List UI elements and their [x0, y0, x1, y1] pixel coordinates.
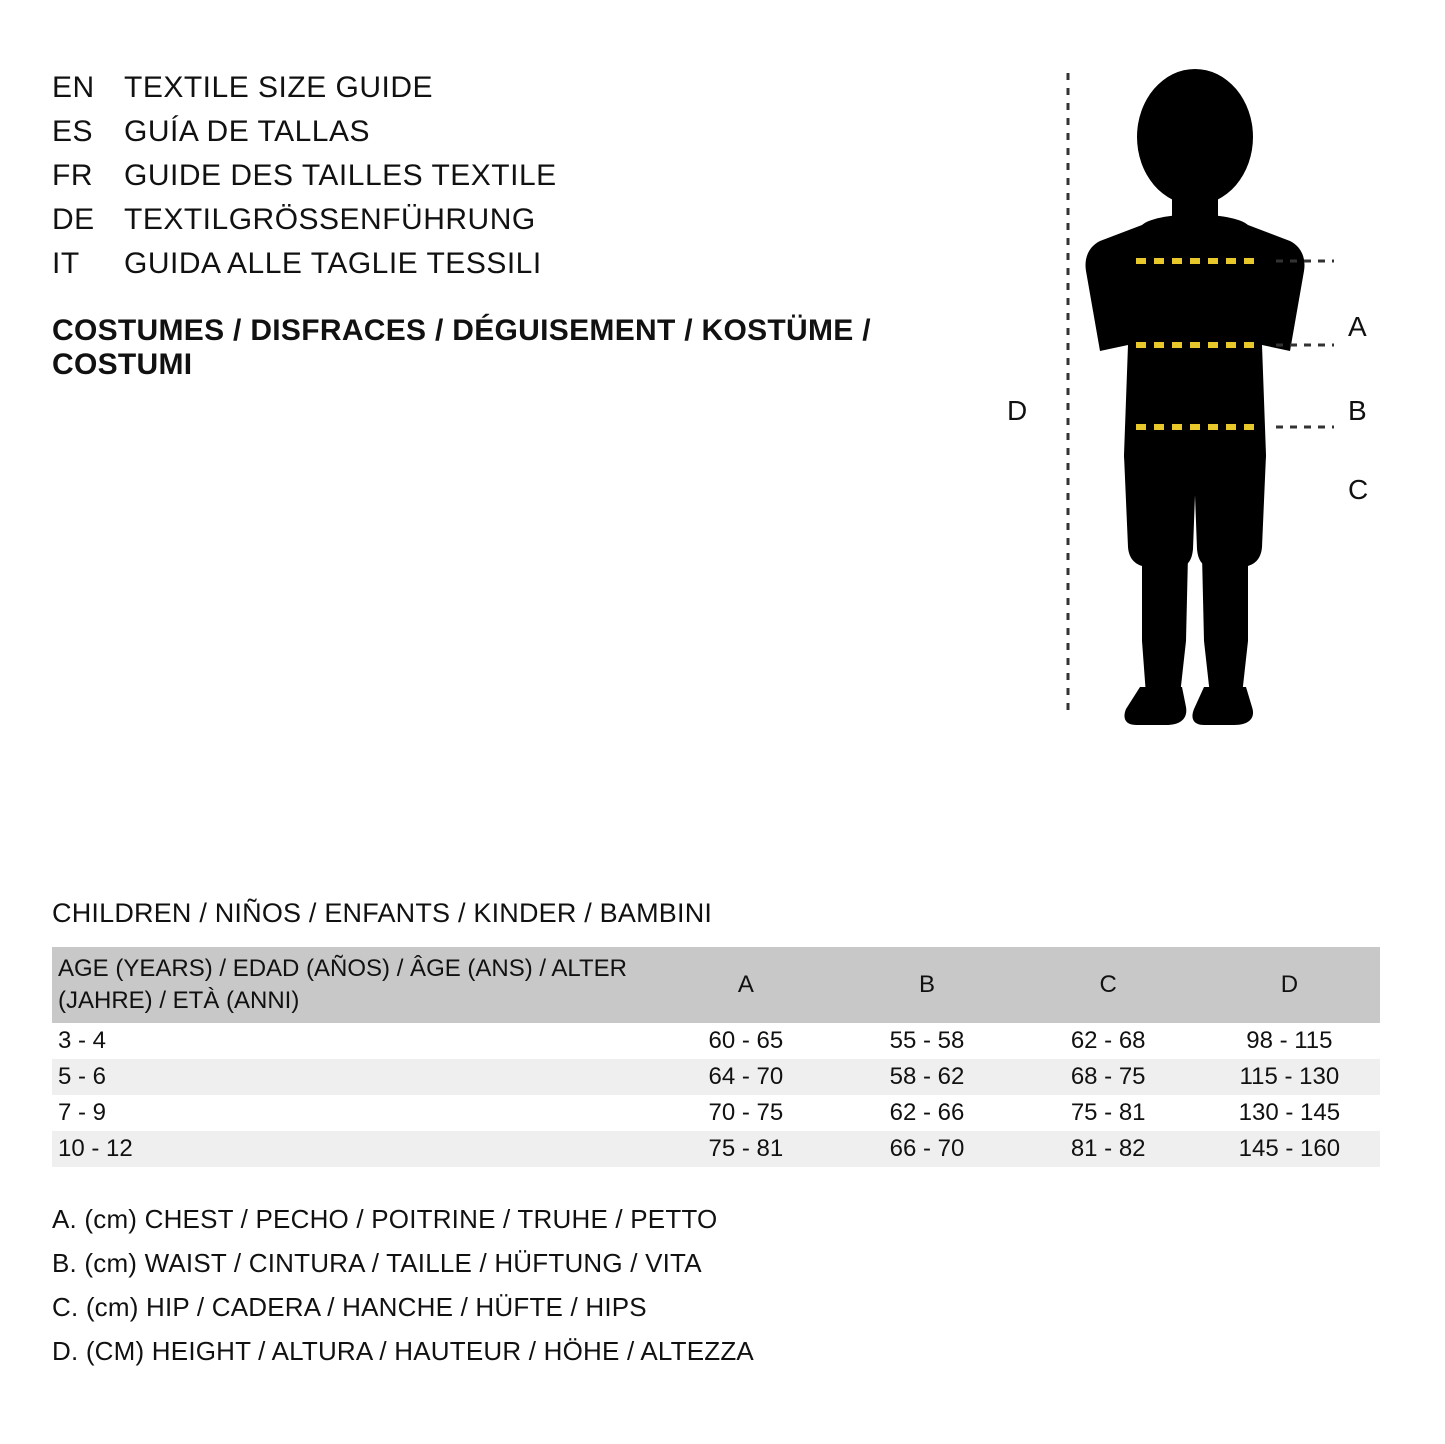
costumes-subtitle: COSTUMES / DISFRACES / DÉGUISEMENT / KOSTÜME / COSTUMI: [52, 314, 871, 381]
cell-c: 68 - 75: [1070, 1063, 1146, 1090]
table-row: [52, 1059, 1380, 1095]
column-header-b: B: [919, 971, 936, 998]
legend-item-b: B. (cm) WAIST / CINTURA / TAILLE / HÜFTUNG / VITA: [52, 1248, 702, 1278]
cell-age: 5 - 6: [58, 1063, 107, 1090]
table-row: [52, 1023, 1380, 1059]
language-row-de: [52, 198, 1012, 242]
language-text-fr: GUIDE DES TAILLES TEXTILE: [124, 159, 557, 192]
language-code-it: IT: [52, 247, 80, 280]
measurement-figure: [990, 55, 1410, 745]
cell-b: 66 - 70: [889, 1135, 965, 1162]
table-header: [52, 947, 1380, 1023]
figure-label-b: B: [1348, 395, 1367, 426]
language-row-it: [52, 242, 1012, 286]
language-text-es: GUÍA DE TALLAS: [124, 115, 370, 148]
language-text-it: GUIDA ALLE TAGLIE TESSILI: [124, 247, 542, 280]
legend-item-d: D. (CM) HEIGHT / ALTURA / HAUTEUR / HÖHE / ALTEZZA: [52, 1336, 754, 1366]
cell-a: 60 - 65: [708, 1027, 784, 1054]
language-row-fr: [52, 154, 1012, 198]
cell-d: 145 - 160: [1238, 1135, 1341, 1162]
legend-item-a: A. (cm) CHEST / PECHO / POITRINE / TRUHE / PETTO: [52, 1204, 718, 1234]
cell-a: 75 - 81: [708, 1135, 784, 1162]
size-table: [52, 947, 1380, 1167]
cell-age: 10 - 12: [58, 1135, 133, 1162]
cell-c: 81 - 82: [1070, 1135, 1146, 1162]
column-header-age: AGE (YEARS) / EDAD (AÑOS) / ÂGE (ANS) / ALTER (JAHRE) / ETÀ (ANNI): [58, 955, 627, 1014]
figure-label-a: A: [1348, 311, 1367, 342]
cell-c: 75 - 81: [1070, 1099, 1146, 1126]
column-header-c: C: [1099, 971, 1117, 998]
language-row-es: [52, 110, 1012, 154]
cell-d: 98 - 115: [1246, 1027, 1333, 1054]
measurement-legend: [52, 1197, 1152, 1373]
figure-label-c: C: [1348, 474, 1369, 505]
cell-d: 130 - 145: [1238, 1099, 1341, 1126]
size-table-section: [52, 898, 1380, 1167]
column-header-a: A: [737, 971, 754, 998]
legend-item-c: C. (cm) HIP / CADERA / HANCHE / HÜFTE / HIPS: [52, 1292, 647, 1322]
language-row-en: [52, 66, 1012, 110]
cell-b: 62 - 66: [889, 1099, 965, 1126]
language-code-de: DE: [52, 203, 95, 236]
cell-a: 64 - 70: [708, 1063, 784, 1090]
table-row: [52, 1131, 1380, 1167]
cell-d: 115 - 130: [1239, 1063, 1340, 1090]
table-caption: CHILDREN / NIÑOS / ENFANTS / KINDER / BAMBINI: [52, 898, 713, 928]
cell-b: 55 - 58: [889, 1027, 965, 1054]
language-text-de: TEXTILGRÖSSENFÜHRUNG: [124, 203, 536, 236]
cell-a: 70 - 75: [708, 1099, 784, 1126]
table-row: [52, 1095, 1380, 1131]
language-header: [52, 66, 1012, 382]
language-code-en: EN: [52, 71, 95, 104]
language-code-fr: FR: [52, 159, 93, 192]
table-header-row: [52, 947, 1380, 1023]
child-silhouette-icon: [990, 55, 1410, 745]
column-header-d: D: [1280, 971, 1299, 998]
language-code-es: ES: [52, 115, 94, 148]
cell-age: 7 - 9: [58, 1099, 107, 1126]
table-body: [52, 1023, 1380, 1167]
language-text-en: TEXTILE SIZE GUIDE: [124, 71, 434, 104]
cell-c: 62 - 68: [1070, 1027, 1146, 1054]
cell-b: 58 - 62: [889, 1063, 965, 1090]
cell-age: 3 - 4: [58, 1027, 107, 1054]
figure-label-d: D: [1007, 395, 1028, 426]
